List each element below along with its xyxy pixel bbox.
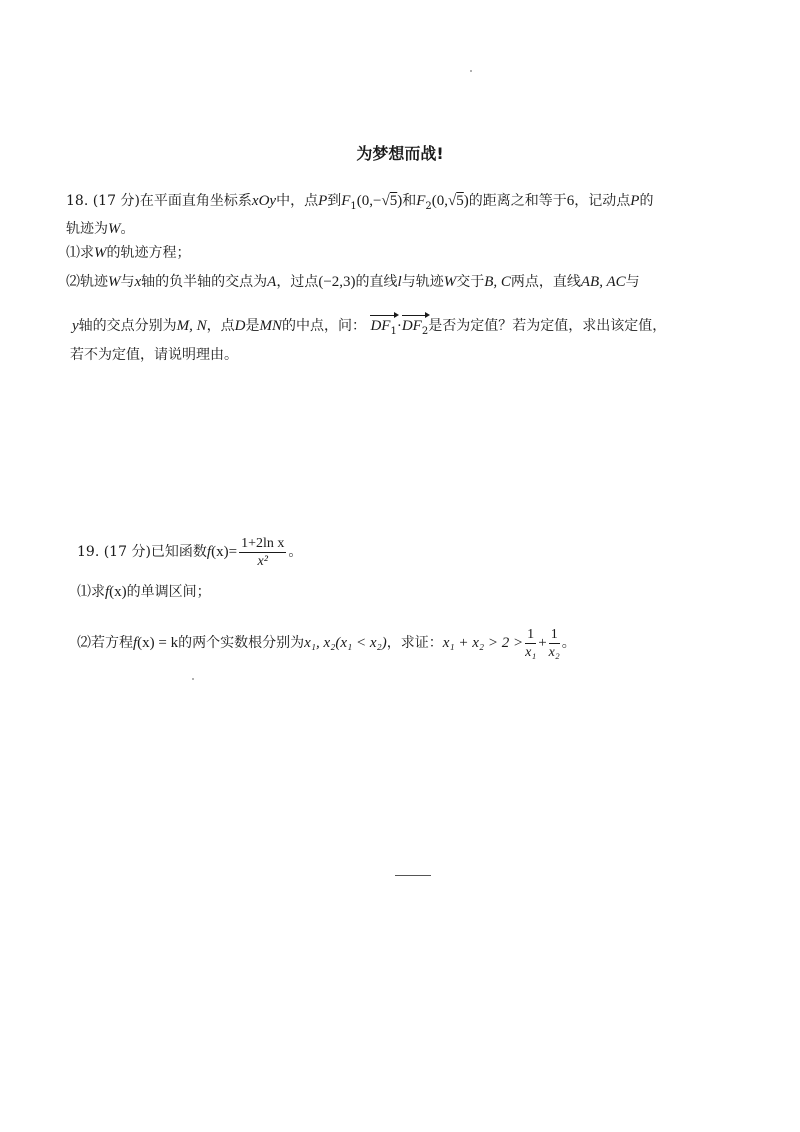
scan-speck bbox=[192, 678, 194, 680]
page-title: 为梦想而战! bbox=[356, 144, 444, 163]
q18-line-1: 18. (17 分)在平面直角坐标系xOy中，点P到$F_1(0,-√5)$和$F_2(0,√5)$的距离之和等于6，记动点P的 bbox=[66, 193, 654, 212]
vector-df2: $DF_2$ bbox=[402, 316, 428, 342]
q19-line-1: 19. (17 分)已知函数f(x)= $\frac{\text{1+2ln x}}{\text{x²}}$ 。 bbox=[77, 535, 303, 569]
q18-line-5: 若不为定值，请说明理由。 bbox=[70, 347, 238, 363]
q18-line-2: 轨迹为W。 bbox=[66, 221, 135, 237]
q18-part-2: ⑵轨迹W与x轴的负半轴的交点为A，过点(−2,3)的直线l与轨迹W交于B, C两点，直线AB, AC与 bbox=[66, 274, 640, 290]
vector-df1: $DF_1$ bbox=[370, 316, 396, 342]
q19-part-1: ⑴求f(x)的单调区间； bbox=[77, 584, 211, 600]
q18-line-4: y轴的交点分别为M, N，点D是MN的中点，问： $DF_1\cdot DF_2$是否为定值？若为定值，求出该定值， bbox=[72, 316, 666, 342]
q19-part-2: ⑵若方程f(x) = k的两个实数根分别为x₁, x₂(x₁ < x₂)，求证：x₁ + x₂ > 2 > $\frac{1}{\text{x₁}}$ + $\frac{1}{\text{x₂}}$ 。 bbox=[77, 626, 576, 660]
q19-number: 19. bbox=[77, 544, 100, 560]
reciprocal-x2: $\frac{1}{\text{x₂}}$ bbox=[548, 626, 560, 660]
function-fraction: $\frac{\text{1+2ln x}}{\text{x²}}$ bbox=[241, 535, 285, 569]
q18-number: 18. bbox=[66, 193, 89, 209]
scan-speck bbox=[470, 70, 472, 72]
q18-points: (17 分) bbox=[92, 193, 140, 209]
reciprocal-x1: $\frac{1}{\text{x₁}}$ bbox=[525, 626, 537, 660]
q19-points: (17 分) bbox=[103, 544, 151, 560]
q18-part-1: ⑴求W的轨迹方程； bbox=[66, 245, 191, 261]
scan-dash-mark bbox=[395, 875, 431, 876]
